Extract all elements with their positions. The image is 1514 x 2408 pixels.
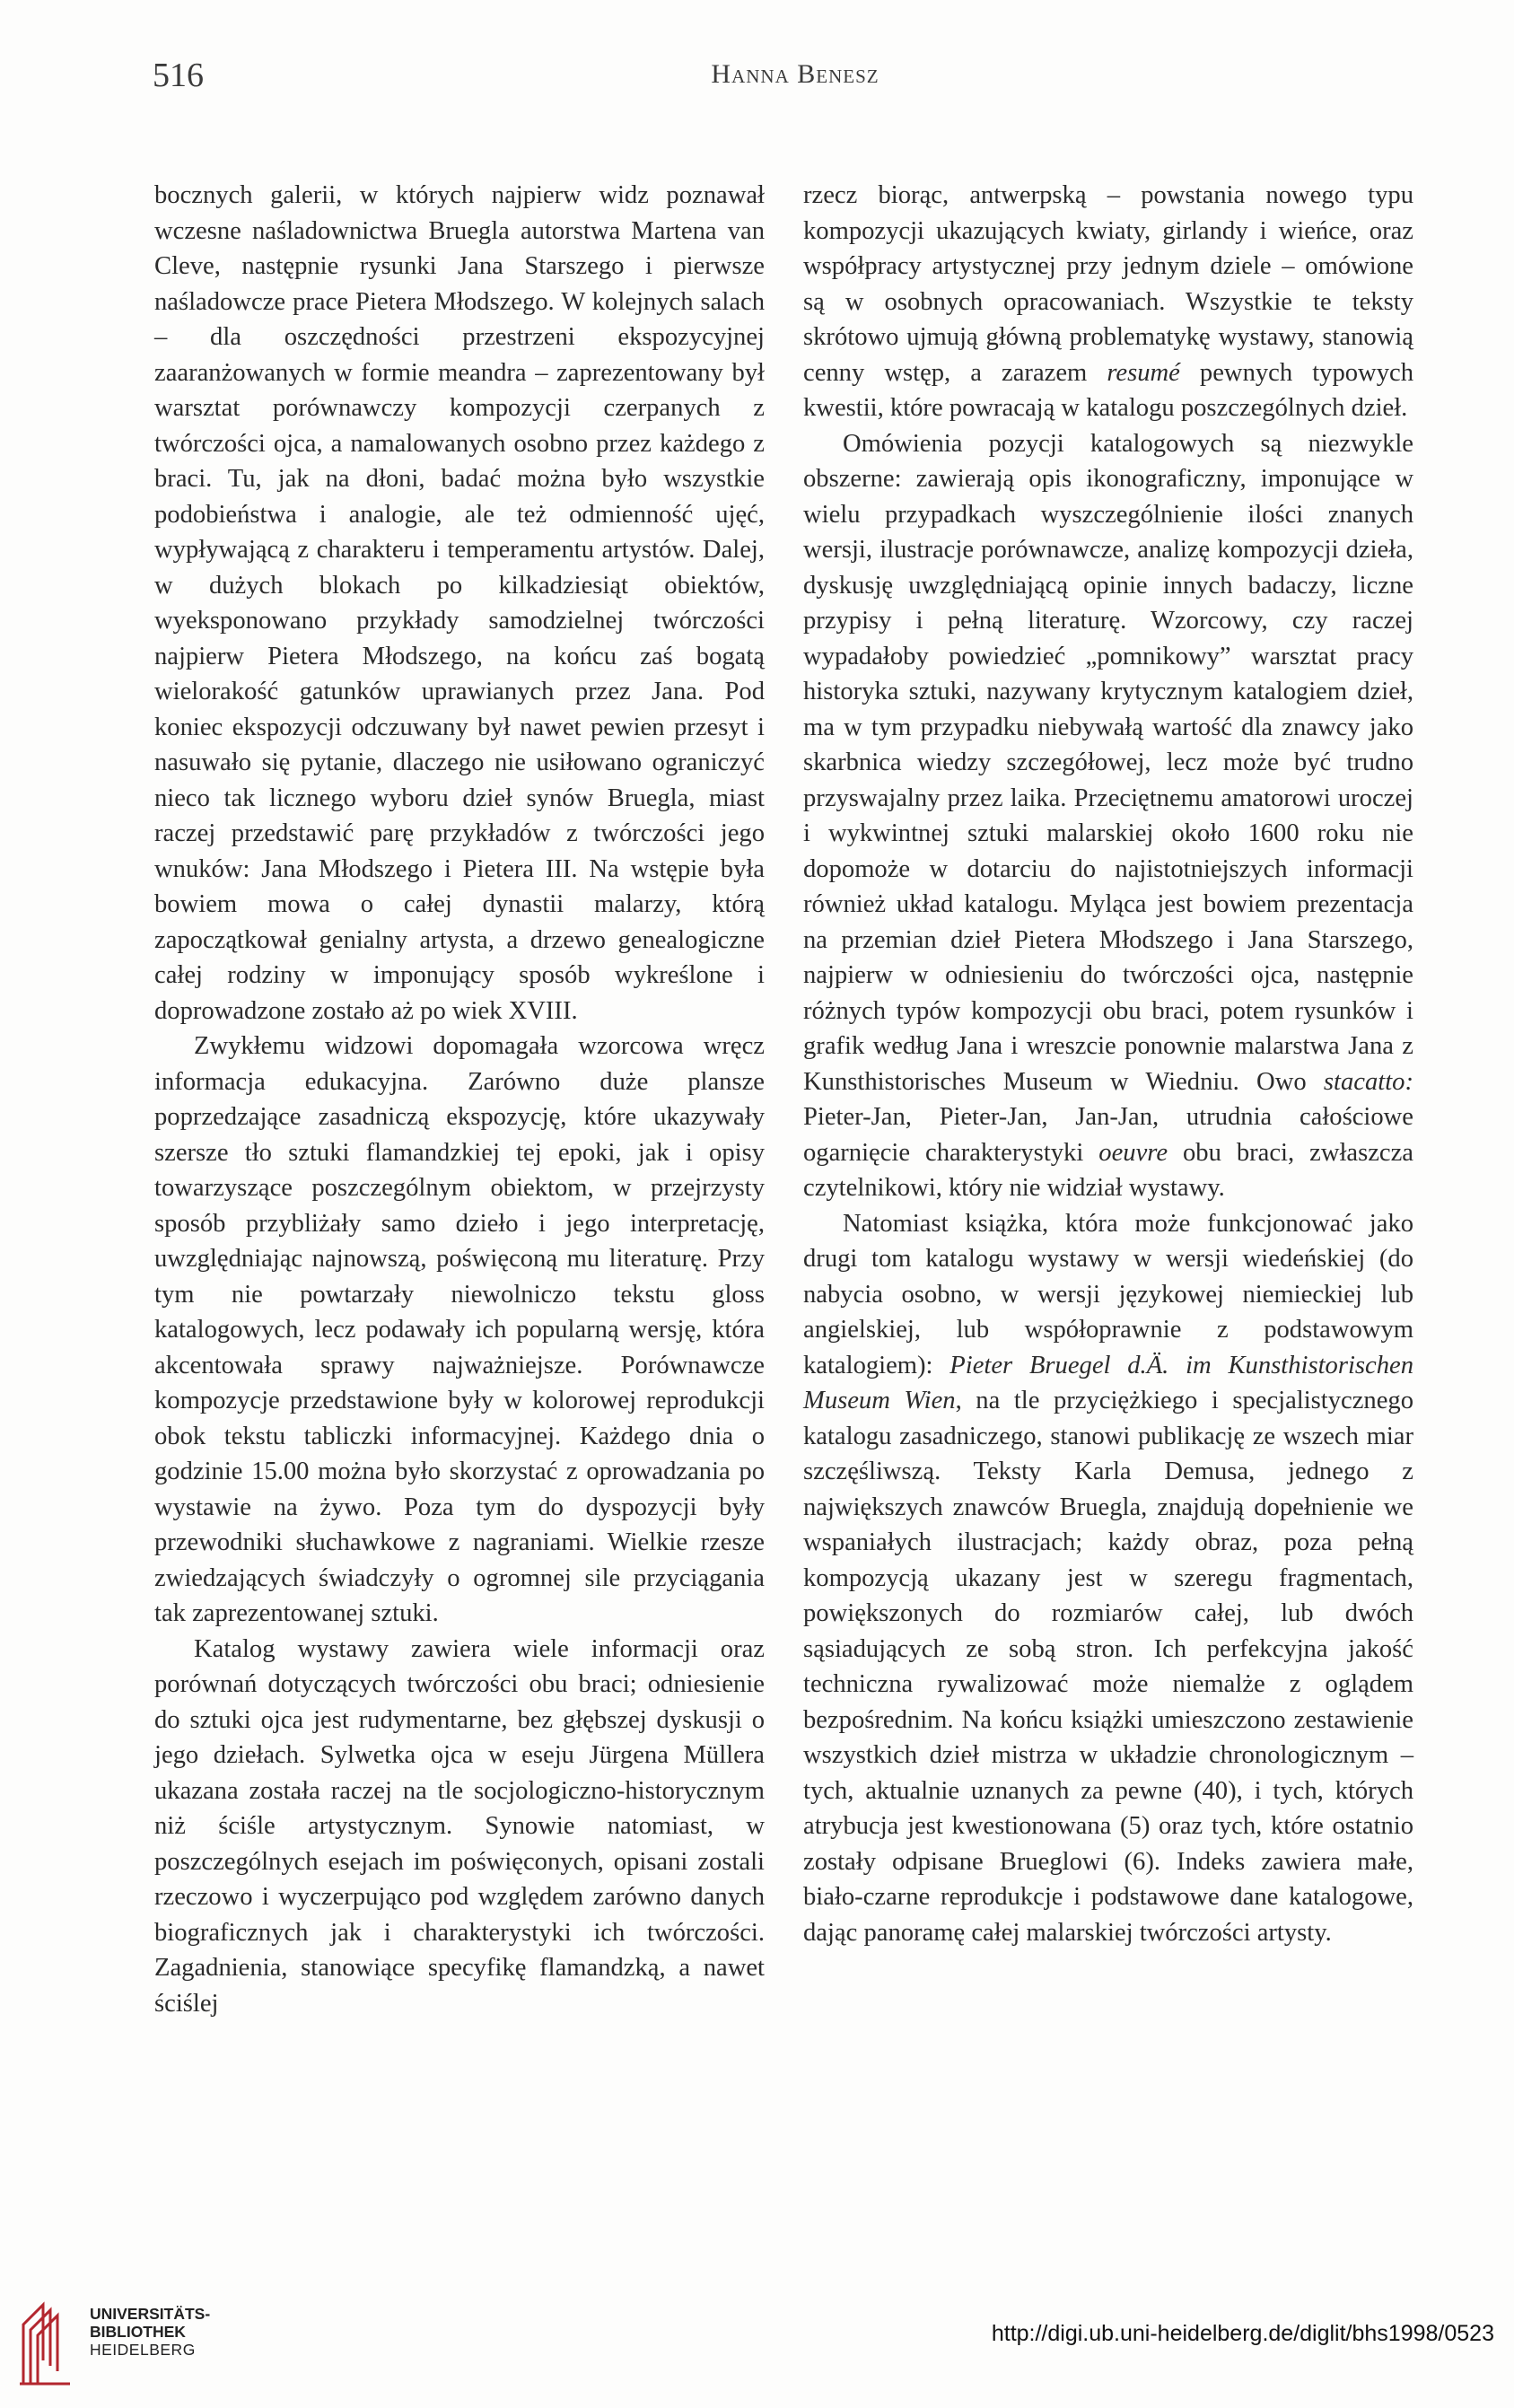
page-header <box>153 56 1438 101</box>
text-segment: rzecz biorąc, antwerpską – powstania nowego typu kompozycji ukazujących kwiaty, girlandy i wieńce, oraz współpracy artystycznej przy jednym dziele – omówione są w osobnych opracowaniach. Wszystkie te teksty skrótowo ujmują główną problematykę wystawy, stanowią cenny wstęp, a zarazem <box>803 181 1413 387</box>
ub-heidelberg-logo-icon <box>16 2298 86 2386</box>
italic-text: resumé <box>1107 358 1180 387</box>
text-segment: , na tle przyciężkiego i specjalistycznego katalogu zasadniczego, stanowi publikację ze wszech miar szczęśliwszą. Teksty Karla Demusa, jednego z największych znawców Bruegla, znajdują dopełnienie we wspaniałych ilustracjach; każdy obraz, poza pełną kompozycją ukazany jest w szeregu fragmentach, powiększonych do rozmiarów całej, lub dwóch sąsiadujących ze sobą stron. Ich perfekcyjna jakość techniczna rywalizować może niemalże z oglądem bezpośrednim. Na końcu książki umieszczono zestawienie wszystkich dzieł mistrza w układzie chronologicznym – tych, aktualnie uznanych za pewne (40), i tych, których atrybucja jest kwestionowana (5) oraz tych, które ostatnio zostały odpisane Brueglowi (6). Indeks zawiera małe, biało-czarne reprodukcje i podstawowe dane katalogowe, dając panoramę całej malarskiej twórczości artysty. <box>803 1387 1414 1947</box>
source-url[interactable]: http://digi.ub.uni-heidelberg.de/diglit/bhs1998/0523 <box>991 2321 1494 2346</box>
text-segment: Natomiast książka, która może funkcjonować jako drugi tom katalogu wystawy w wersji wiedeńskiej (do nabycia osobno, w wersji językowej niemieckiej lub angielskiej, lub współoprawnie z podstawowym katalogiem): <box>803 1209 1413 1379</box>
paragraph <box>803 1206 1413 1951</box>
text-segment: obu braci, zwłaszcza czytelnikowi, który nie widział wystawy. <box>803 1138 1413 1202</box>
library-line-2: BIBLIOTHEK <box>90 2323 186 2341</box>
italic-text: Pieter Bruegel d.Ä. im Kunsthistorischen Museum Wien <box>803 1351 1413 1414</box>
footer <box>0 2298 1514 2396</box>
italic-text: oeuvre <box>1098 1138 1168 1167</box>
paragraph: bocznych galerii, w których najpierw widz poznawał wczesne naśladownictwa Bruegla autorstwa Martena van Cleve, następnie rysunki Jana Starszego i pierwsze naśladowcze prace Pietera Młodszego. W kolejnych salach – dla oszczędności przestrzeni ekspozycyjnej zaaranżowanych w formie meandra – zaprezentowany był warsztat porównawczy kompozycji czerpanych z twórczości ojca, a namalowanych osobno przez każdego z braci. Tu, jak na dłoni, badać można było wszystkie podobieństwa i analogie, ale też odmienność ujęć, wypływającą z charakteru i temperamentu artystów. Dalej, w dużych blokach po kilkadziesiąt obiektów, wyeksponowano przykłady samodzielnej twórczości najpierw Pietera Młodszego, na końcu zaś bogatą wielorakość gatunków uprawianych przez Jana. Pod koniec ekspozycji odczuwany był nawet pewien przesyt i nasuwało się pytanie, dlaczego nie usiłowano ograniczyć nieco tak licznego wyboru dzieł synów Bruegla, miast raczej przedstawić parę przykładów z twórczości jego wnuków: Jana Młodszego i Pietera III. Na wstępie była bowiem mowa o całej dynastii malarzy, którą zapoczątkował genialny artysta, a drzewo genealogiczne całej rodziny w imponujący sposób wykreślone i doprowadzone zostało aż po wiek XVIII. <box>154 181 765 1025</box>
library-line-3: HEIDELBERG <box>90 2341 196 2359</box>
library-name <box>90 2305 210 2359</box>
right-column <box>803 178 1413 1950</box>
left-column <box>154 178 765 2021</box>
running-head: Hanna Benesz <box>711 59 880 89</box>
page-number: 516 <box>153 57 204 94</box>
italic-text: stacatto: <box>1323 1067 1413 1096</box>
text-segment: pewnych typowych kwestii, które powracają w katalogu poszczególnych dzieł. <box>803 358 1413 422</box>
paragraph <box>803 178 1413 426</box>
text-segment: Pieter-Jan, Pieter-Jan, Jan-Jan, utrudnia całościowe ogarnięcie charakterystyki <box>803 1103 1413 1167</box>
paragraph: Zwykłemu widzowi dopomagała wzorcowa wręcz informacja edukacyjna. Zarówno duże plansze poprzedzające zasadniczą ekspozycję, które ukazywały szersze tło sztuki flamandzkiej tej epoki, jak i opisy towarzyszące poszczególnym obiektom, w przejrzysty sposób przybliżały samo dzieło i jego interpretację, uwzględniając najnowszą, poświęconą mu literaturę. Przy tym nie powtarzały niewolniczo tekstu gloss katalogowych, lecz podawały ich popularną wersję, która akcentowała sprawy najważniejsze. Porównawcze kompozycje przedstawione były w kolorowej reprodukcji obok tekstu tabliczki informacyjnej. Każdego dnia o godzinie 15.00 można było skorzystać z oprowadzania po wystawie na żywo. Poza tym do dyspozycji były przewodniki słuchawkowe z nagraniami. Wielkie rzesze zwiedzających świadczyły o ogromnej sile przyciągania tak zaprezentowanej sztuki. <box>154 1032 765 1627</box>
paragraph: Katalog wystawy zawiera wiele informacji oraz porównań dotyczących twórczości obu braci; odniesienie do sztuki ojca jest rudymentarne, bez głębszej dyskusji o jego dziełach. Sylwetka ojca w eseju Jürgena Müllera ukazana została raczej na tle socjologiczno-historycznym niż ściśle artystycznym. Synowie natomiast, w poszczególnych esejach im poświęconych, opisani zostali rzeczowo i wyczerpująco pod względem zarówno danych biograficznych jak i charakterystyki ich twórczości. Zagadnienia, stanowiące specyfikę flamandzką, a nawet ściślej <box>154 1634 765 2018</box>
paragraph <box>803 426 1413 1206</box>
library-line-1: UNIVERSITÄTS- <box>90 2305 211 2323</box>
text-segment: Omówienia pozycji katalogowych są niezwykle obszerne: zawierają opis ikonograficzny, imponujące w wielu przypadkach wyszczególnienie ilości znanych wersji, ilustracje porównawcze, analizę kompozycji dzieła, dyskusję uwzględniającą opinie innych badaczy, liczne przypisy i pełną literaturę. Wzorcowy, czy raczej wypadałoby powiedzieć „pomnikowy” warsztat pracy historyka sztuki, nazywany krytycznym katalogiem dzieł, ma w tym przypadku niebywałą wartość dla znawcy jako skarbnica wiedzy szczegółowej, lecz może być trudno przyswajalny przez laika. Przeciętnemu amatorowi uroczej i wykwintnej sztuki malarskiej około 1600 roku nie dopomoże w dotarciu do najistotniejszych informacji również układ katalogu. Myląca jest bowiem prezentacja na przemian dzieł Pietera Młodszego i Jana Starszego, najpierw w odniesieniu do twórczości ojca, następnie różnych typów kompozycji obu braci, potem rysunków i grafik według Jana i wreszcie ponownie malarstwa Jana z Kunsthistorisches Museum w Wiedniu. Owo <box>803 429 1413 1096</box>
